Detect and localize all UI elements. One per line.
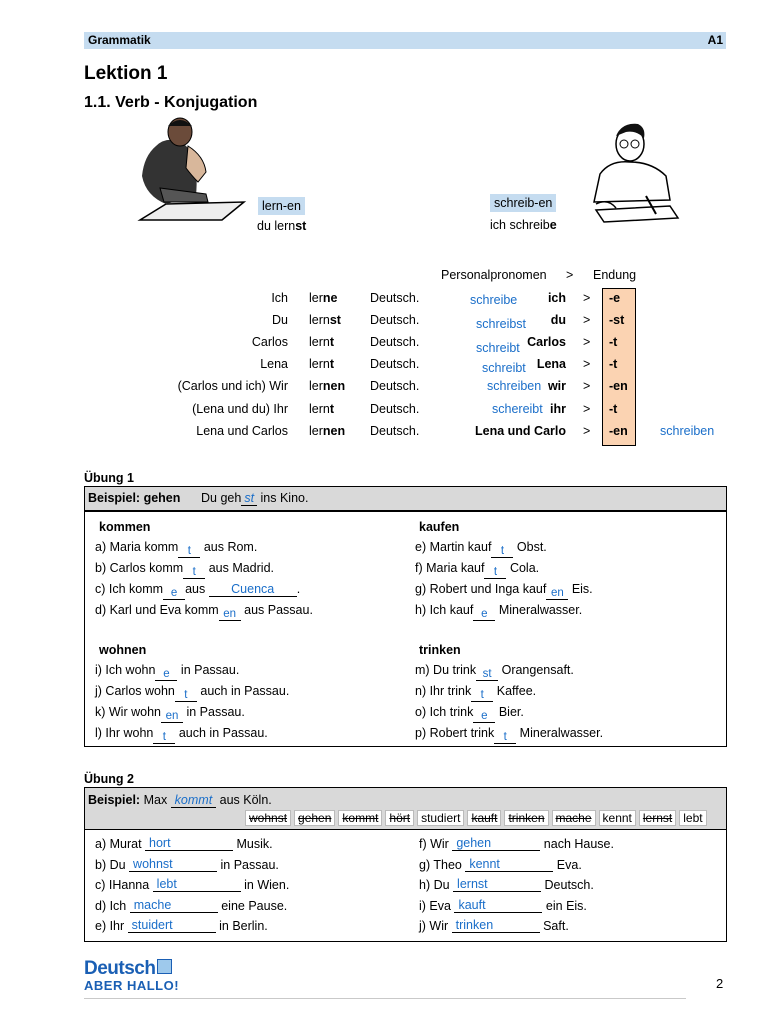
verb-stem: lern (309, 313, 330, 327)
item-post: in Passau. (182, 705, 245, 719)
item-fill[interactable]: t (178, 545, 200, 558)
item-fill[interactable]: t (183, 566, 205, 579)
conj-object: Deutsch. (370, 402, 420, 416)
conj-ending: -t (609, 402, 618, 416)
conj-gt: > (583, 313, 591, 327)
conj-verb (309, 291, 338, 305)
conj-object: Deutsch. (370, 313, 420, 327)
item-fill[interactable]: mache (130, 898, 218, 913)
item-pre: e) Ihr (95, 919, 128, 933)
word-bank-item[interactable]: gehen (294, 810, 335, 826)
item-pre: m) Du trink (415, 663, 477, 677)
item-fill[interactable]: gehen (452, 836, 540, 851)
item-fill[interactable]: e (163, 587, 185, 600)
exercise2-item (419, 878, 594, 893)
item-pre: c) Ich komm (95, 582, 164, 596)
item-post: aus (185, 582, 209, 596)
item-post: in Berlin. (215, 919, 268, 933)
conj-verb (309, 379, 345, 393)
item-pre: b) Du (95, 857, 130, 872)
conj-subject: Du (272, 313, 288, 327)
exercise2-item (95, 899, 287, 914)
example-prefix: ich schreib (490, 218, 550, 232)
word-bank-item[interactable]: lernst (639, 810, 676, 826)
item-pre: i) Eva (419, 898, 455, 913)
conj-verb (309, 357, 334, 371)
conj-gt: > (583, 291, 591, 305)
exercise2-item (95, 858, 279, 873)
conj-ending: -t (609, 335, 618, 349)
item-post: aus Madrid. (205, 561, 274, 575)
page-number: 2 (716, 976, 724, 991)
exercise2-item (419, 837, 614, 852)
verb-stem: ler (309, 379, 323, 393)
item-post: Orangensaft. (498, 663, 574, 677)
item-post: aus Rom. (200, 540, 258, 554)
item-post: auch in Passau. (175, 726, 268, 740)
exercise1-item (415, 540, 547, 555)
item-fill[interactable]: lebt (153, 877, 241, 892)
exercise1-item (95, 663, 239, 678)
conj-object: Deutsch. (370, 424, 420, 438)
conj-verb (309, 313, 341, 327)
exercise1-item (95, 582, 300, 597)
header-level: A1 (707, 33, 723, 47)
verb-stem-lernen: lern-en (258, 197, 305, 215)
conj-gt: > (583, 402, 591, 416)
item-post: aus Passau. (240, 603, 313, 617)
header-subject: Grammatik (88, 33, 151, 47)
word-bank (245, 810, 710, 826)
item-post: in Passau. (217, 857, 279, 872)
word-bank-item[interactable]: kennt (599, 810, 636, 826)
conj-gt: > (583, 424, 591, 438)
conj-subject: Ich (271, 291, 288, 305)
conj-subject: (Lena und du) Ihr (192, 402, 288, 416)
conj-ending: -en (609, 424, 628, 438)
item-fill2[interactable]: Cuenca (209, 582, 297, 597)
item-fill[interactable]: e (473, 608, 495, 621)
item-pre: h) Ich kauf (415, 603, 474, 617)
example-fill: st (241, 491, 257, 506)
exercise2-example (85, 788, 726, 830)
item-fill[interactable]: t (471, 689, 493, 702)
verb-stem: ler (309, 424, 323, 438)
example-pre: Du geh (201, 491, 242, 505)
exercise1-example (85, 487, 726, 511)
conj-object: Deutsch. (370, 357, 420, 371)
item-post: Obst. (513, 540, 547, 554)
word-bank-item[interactable]: lebt (679, 810, 706, 826)
item-post: Eis. (568, 582, 593, 596)
verb-stem: lern (309, 357, 330, 371)
conj-pronoun: Carlos (527, 335, 566, 349)
verb-stem-schreiben: schreib-en (490, 194, 556, 212)
header-bar (84, 32, 726, 49)
exercise2-item (419, 899, 587, 914)
item-fill[interactable]: t (491, 545, 513, 558)
item-pre: g) Theo (419, 857, 466, 872)
item-fill[interactable]: st (476, 668, 498, 681)
word-bank-item[interactable]: mache (552, 810, 596, 826)
conj-answer: schereibt (492, 402, 543, 416)
exercise1-item (95, 603, 313, 618)
item-pre: d) Karl und Eva komm (95, 603, 219, 617)
exercise1-verb-heading: wohnen (99, 643, 147, 657)
verb-ending: st (329, 313, 341, 327)
exercise1-item (415, 603, 582, 618)
exercise2-item (95, 837, 273, 852)
verb-ending: t (329, 357, 335, 371)
item-fill[interactable]: t (175, 689, 197, 702)
item-pre: o) Ich trink (415, 705, 474, 719)
logo-line2: ABER HALLO! (84, 978, 180, 993)
exercise2-title: Übung 2 (84, 772, 134, 786)
item-fill[interactable]: wohnst (129, 857, 217, 872)
exercise1-example-sentence (201, 491, 308, 506)
item-pre: e) Martin kauf (415, 540, 492, 554)
conj-verb (309, 424, 345, 438)
conj-pronoun: Lena und Carlo (475, 424, 566, 438)
item-pre: j) Wir (419, 919, 452, 933)
conj-header-gt: > (566, 268, 574, 282)
item-fill[interactable]: t (484, 566, 506, 579)
item-pre: a) Maria komm (95, 540, 179, 554)
verb-stem: lern (309, 335, 330, 349)
item-pre: h) Du (419, 878, 454, 892)
example-pre: Max (140, 793, 171, 807)
studying-man-illustration (136, 116, 250, 228)
conj-header-pronouns: Personalpronomen (441, 268, 547, 282)
exercise1-example-label: Beispiel: gehen (88, 491, 181, 505)
item-post: Kaffee. (493, 684, 537, 698)
verb-ending: t (329, 335, 335, 349)
exercise1-verb-heading: kaufen (419, 520, 460, 534)
conj-pronoun: Lena (536, 357, 566, 371)
conj-answer: schreibst (476, 317, 527, 331)
verb-ending: t (329, 402, 335, 416)
item-post: auch in Passau. (196, 684, 290, 698)
item-post: Mineralwasser. (495, 603, 583, 617)
conj-ending: -en (609, 379, 628, 393)
exercise1-item (415, 684, 536, 699)
item-fill[interactable]: hort (145, 836, 233, 851)
example-label: Beispiel: (88, 793, 141, 807)
ending-box (602, 288, 636, 446)
conj-pronoun: ihr (550, 402, 566, 416)
word-bank-item[interactable]: hört (385, 810, 414, 826)
item-post: Bier. (495, 705, 524, 719)
conj-gt: > (583, 379, 591, 393)
item-fill[interactable]: t (494, 731, 516, 744)
conj-verb (309, 402, 334, 416)
exercise2-item (95, 919, 268, 934)
conj-ending: -e (609, 291, 621, 305)
item-pre: g) Robert und Inga kauf (415, 582, 547, 596)
item-pre: i) Ich wohn (95, 663, 156, 677)
example-post: aus Köln. (216, 793, 272, 807)
exercise2-item (95, 878, 289, 893)
writing-man-illustration (586, 120, 680, 226)
verb-ending: ne (322, 291, 338, 305)
exercise1-item (415, 705, 524, 720)
item-pre: p) Robert trink (415, 726, 495, 740)
footer-divider (84, 998, 686, 999)
conj-object: Deutsch. (370, 335, 420, 349)
exercise1-box (84, 486, 727, 747)
conj-gt: > (583, 357, 591, 371)
example-suffix: st (295, 219, 307, 233)
item-post: Musik. (233, 837, 273, 851)
logo-line1: Deutsch (84, 958, 156, 979)
item-fill[interactable]: trinken (452, 918, 540, 933)
section-title: 1.1. Verb - Konjugation (84, 94, 258, 111)
conj-answer: schreibt (482, 361, 526, 375)
item-pre: a) Murat (95, 837, 146, 851)
example-suffix: e (549, 218, 557, 232)
logo (84, 959, 179, 993)
word-bank-item[interactable]: wohnst (245, 810, 291, 826)
item-fill[interactable]: stuidert (128, 918, 216, 933)
exercise1-item (415, 582, 593, 597)
conj-pronoun: ich (547, 291, 566, 305)
verb-example-schreiben (490, 218, 557, 232)
exercise1-verb-heading: trinken (419, 643, 461, 657)
item-fill[interactable]: en (546, 587, 568, 600)
logo-icon (157, 959, 172, 974)
item-pre: b) Carlos komm (95, 561, 184, 575)
item-post: Saft. (539, 919, 569, 933)
example-fill: kommt (171, 793, 217, 808)
item-post: Eva. (553, 857, 582, 872)
item-fill[interactable]: t (153, 731, 175, 744)
item-fill[interactable]: en (161, 710, 183, 723)
item-post: Deutsch. (541, 878, 594, 892)
conj-object: Deutsch. (370, 379, 420, 393)
item-fill[interactable]: e (473, 710, 495, 723)
conj-ending: -t (609, 357, 618, 371)
item-pre: j) Carlos wohn (95, 684, 175, 698)
word-bank-item[interactable]: trinken (504, 810, 548, 826)
conj-ending: -st (609, 313, 625, 327)
item-post: ein Eis. (542, 898, 587, 913)
conj-subject: Carlos (251, 335, 288, 349)
exercise1-item (95, 561, 274, 576)
exercise1-item (415, 561, 539, 576)
conj-object: Deutsch. (370, 291, 420, 305)
item-pre: d) Ich (95, 898, 130, 913)
verb-ending: nen (322, 424, 346, 438)
item-fill[interactable]: kennt (465, 857, 553, 872)
conj-answer: schreibe (470, 293, 518, 307)
item-pre: n) Ihr trink (415, 684, 472, 698)
exercise1-item (415, 663, 574, 678)
verb-example-lernen (257, 219, 306, 233)
item-post: nach Hause. (540, 837, 614, 851)
item-pre: f) Wir (419, 837, 453, 851)
conj-answer: schreiben (487, 379, 542, 393)
word-bank-item[interactable]: kommt (338, 810, 382, 826)
conj-extra-answer: schreiben (660, 424, 715, 438)
example-prefix: du lern (257, 219, 296, 233)
conj-pronoun: du (550, 313, 566, 327)
exercise1-item (95, 726, 268, 741)
word-bank-item[interactable]: studiert (417, 810, 464, 826)
exercise2-box (84, 787, 727, 942)
item-pre: c) IHanna (95, 878, 153, 892)
exercise1-title: Übung 1 (84, 471, 134, 485)
conj-verb (309, 335, 334, 349)
verb-stem: ler (309, 291, 323, 305)
example-post: ins Kino. (257, 491, 309, 505)
exercise1-item (95, 705, 245, 720)
item-pre: k) Wir wohn (95, 705, 161, 719)
item-post: in Wien. (240, 878, 290, 892)
verb-ending: nen (322, 379, 346, 393)
conj-header-ending: Endung (593, 268, 637, 282)
conj-subject: (Carlos und ich) Wir (177, 379, 288, 393)
item-post2: . (296, 582, 301, 596)
exercise2-item (419, 858, 582, 873)
item-fill[interactable]: en (219, 608, 241, 621)
conj-subject: Lena (260, 357, 288, 371)
item-post: eine Pause. (217, 898, 288, 913)
conj-gt: > (583, 335, 591, 349)
word-bank-item[interactable]: kauft (467, 810, 501, 826)
exercise1-verb-heading: kommen (99, 520, 151, 534)
verb-stem: lern (309, 402, 330, 416)
conj-subject: Lena und Carlos (196, 424, 288, 438)
lesson-title: Lektion 1 (84, 63, 168, 84)
item-fill[interactable]: kauft (454, 898, 542, 913)
exercise1-item (415, 726, 603, 741)
conj-pronoun: wir (547, 379, 566, 393)
item-pre: l) Ihr wohn (95, 726, 154, 740)
exercise1-item (95, 540, 257, 555)
item-post: Mineralwasser. (516, 726, 604, 740)
item-post: Cola. (506, 561, 540, 575)
exercise2-example-sentence (88, 793, 272, 808)
item-fill[interactable]: lernst (453, 877, 541, 892)
item-post: in Passau. (177, 663, 240, 677)
exercise1-item (95, 684, 289, 699)
item-pre: f) Maria kauf (415, 561, 485, 575)
item-fill[interactable]: e (155, 668, 177, 681)
exercise2-item (419, 919, 569, 934)
conj-answer: schreibt (476, 341, 520, 355)
